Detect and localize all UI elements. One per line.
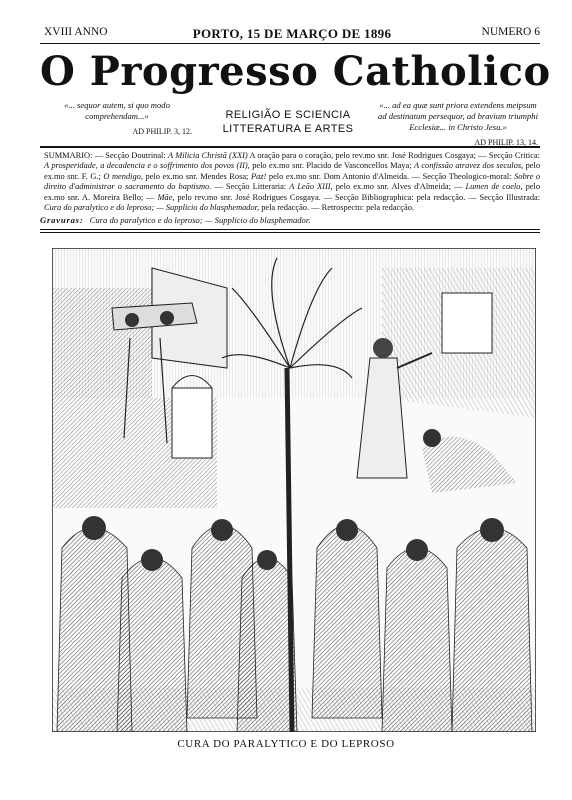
summary-text: pelo ex.mo snr. F. G.; — [44, 161, 541, 181]
illustration-caption: CURA DO PARALYTICO E DO LEPROSO — [177, 738, 395, 750]
epigraph-right-text: «... ad ea quæ sunt priora extendens meipsum ad destinatum persequor, ad bravium triumphi Ecclesiæ... in Christo Jesu.» — [378, 100, 538, 132]
summary-title: A prosperidade, a decadencia e o soffrimento dos povos (II), — [44, 161, 250, 171]
engraving-illustration — [52, 248, 536, 732]
issue-number: NUMERO 6 — [481, 26, 540, 38]
summary-title: Cura do paralytico e do leproso; — Supplicio do blasphemador, — [44, 203, 260, 213]
gravuras-label: Gravuras: — [40, 215, 84, 225]
summary-title: Sobre o direito d'administrar o sacramento do baptismo. — [44, 171, 541, 192]
summary-section-head: — Secção Doutrinal: — [94, 151, 166, 160]
summary — [44, 151, 540, 213]
summary-text: pelo rev.mo snr. José Rodrigues Cosgaya. — — [177, 192, 333, 202]
summary-text: pelo ex.mo snr. A. Moreira Bello; — — [44, 182, 541, 202]
epigraph-left-ref: AD PHILIP. 3, 12. — [132, 127, 192, 136]
summary-title: Lumen de coelo, — [465, 182, 523, 192]
gravuras-line — [40, 215, 540, 225]
epigraph-right-ref: AD PHILIP. 13, 14. — [474, 138, 538, 147]
summary-rule — [40, 229, 540, 230]
summary-text: pelo ex.mo snr. Placido de Vasconcellos Maya; — [252, 161, 412, 171]
summary-text: pela redacção. — [366, 203, 414, 213]
summary-title: A confissão atravez dos seculos, — [413, 161, 524, 171]
subtitle-line-1: RELIGIÃO E SCIENCIA — [225, 109, 351, 121]
summary-text: pela redacção. — — [416, 192, 477, 202]
summary-section-head: Secção Theologico-moral: — [422, 171, 512, 181]
summary-section-head: Secção Bibliographica: — [335, 192, 414, 202]
summary-title: Paz! — [250, 171, 267, 181]
summary-title: A Leão XIII, — [289, 182, 333, 192]
subtitle-line-2: LITTERATURA E ARTES — [222, 123, 354, 135]
summary-text: pela redacção. — — [261, 203, 320, 213]
header-line — [44, 26, 540, 42]
summary-section-head: Secção Illustrada: — [479, 192, 541, 202]
header-rule — [40, 43, 540, 44]
summary-section-head: Retrospecto: — [321, 203, 364, 213]
summary-title: Mãe, — [157, 192, 175, 202]
subtitle — [200, 108, 376, 136]
summary-section-head: Secção Critica: — [488, 151, 541, 160]
summary-label: SUMMARIO: — [44, 151, 93, 160]
summary-section-head: — Secção Litteraria: — [214, 182, 287, 192]
summary-title: O mendigo, — [103, 171, 143, 181]
summary-text: A oração para o coração, pelo rev.mo snr. José Rodrigues Cosgaya; — — [249, 151, 487, 160]
summary-rule-2 — [40, 232, 540, 233]
summary-title: A Milicia Christã (XXI) — [167, 151, 248, 160]
epigraph-right — [378, 100, 538, 148]
gravuras-text: Cura do paralytico e do leproso; — Supplicio do blasphemador. — [89, 215, 311, 225]
masthead-title: O Progresso Catholico — [40, 48, 551, 95]
epigraph-left-text: «... sequor autem, si quo modo comprehendam...» — [64, 100, 170, 121]
summary-text: pelo ex.mo snr. Mendes Rosa; — [145, 171, 249, 181]
epigraph-left — [42, 100, 192, 137]
summary-text: pelo ex.mo snr. Dom Antonio d'Almeida. — — [268, 171, 421, 181]
volume-label: XVIII ANNO — [44, 26, 108, 38]
masthead-rule — [40, 146, 540, 148]
place-date: PORTO, 15 DE MARÇO DE 1896 — [192, 26, 392, 41]
summary-text: pelo ex.mo snr. Alves d'Almeida; — — [335, 182, 463, 192]
